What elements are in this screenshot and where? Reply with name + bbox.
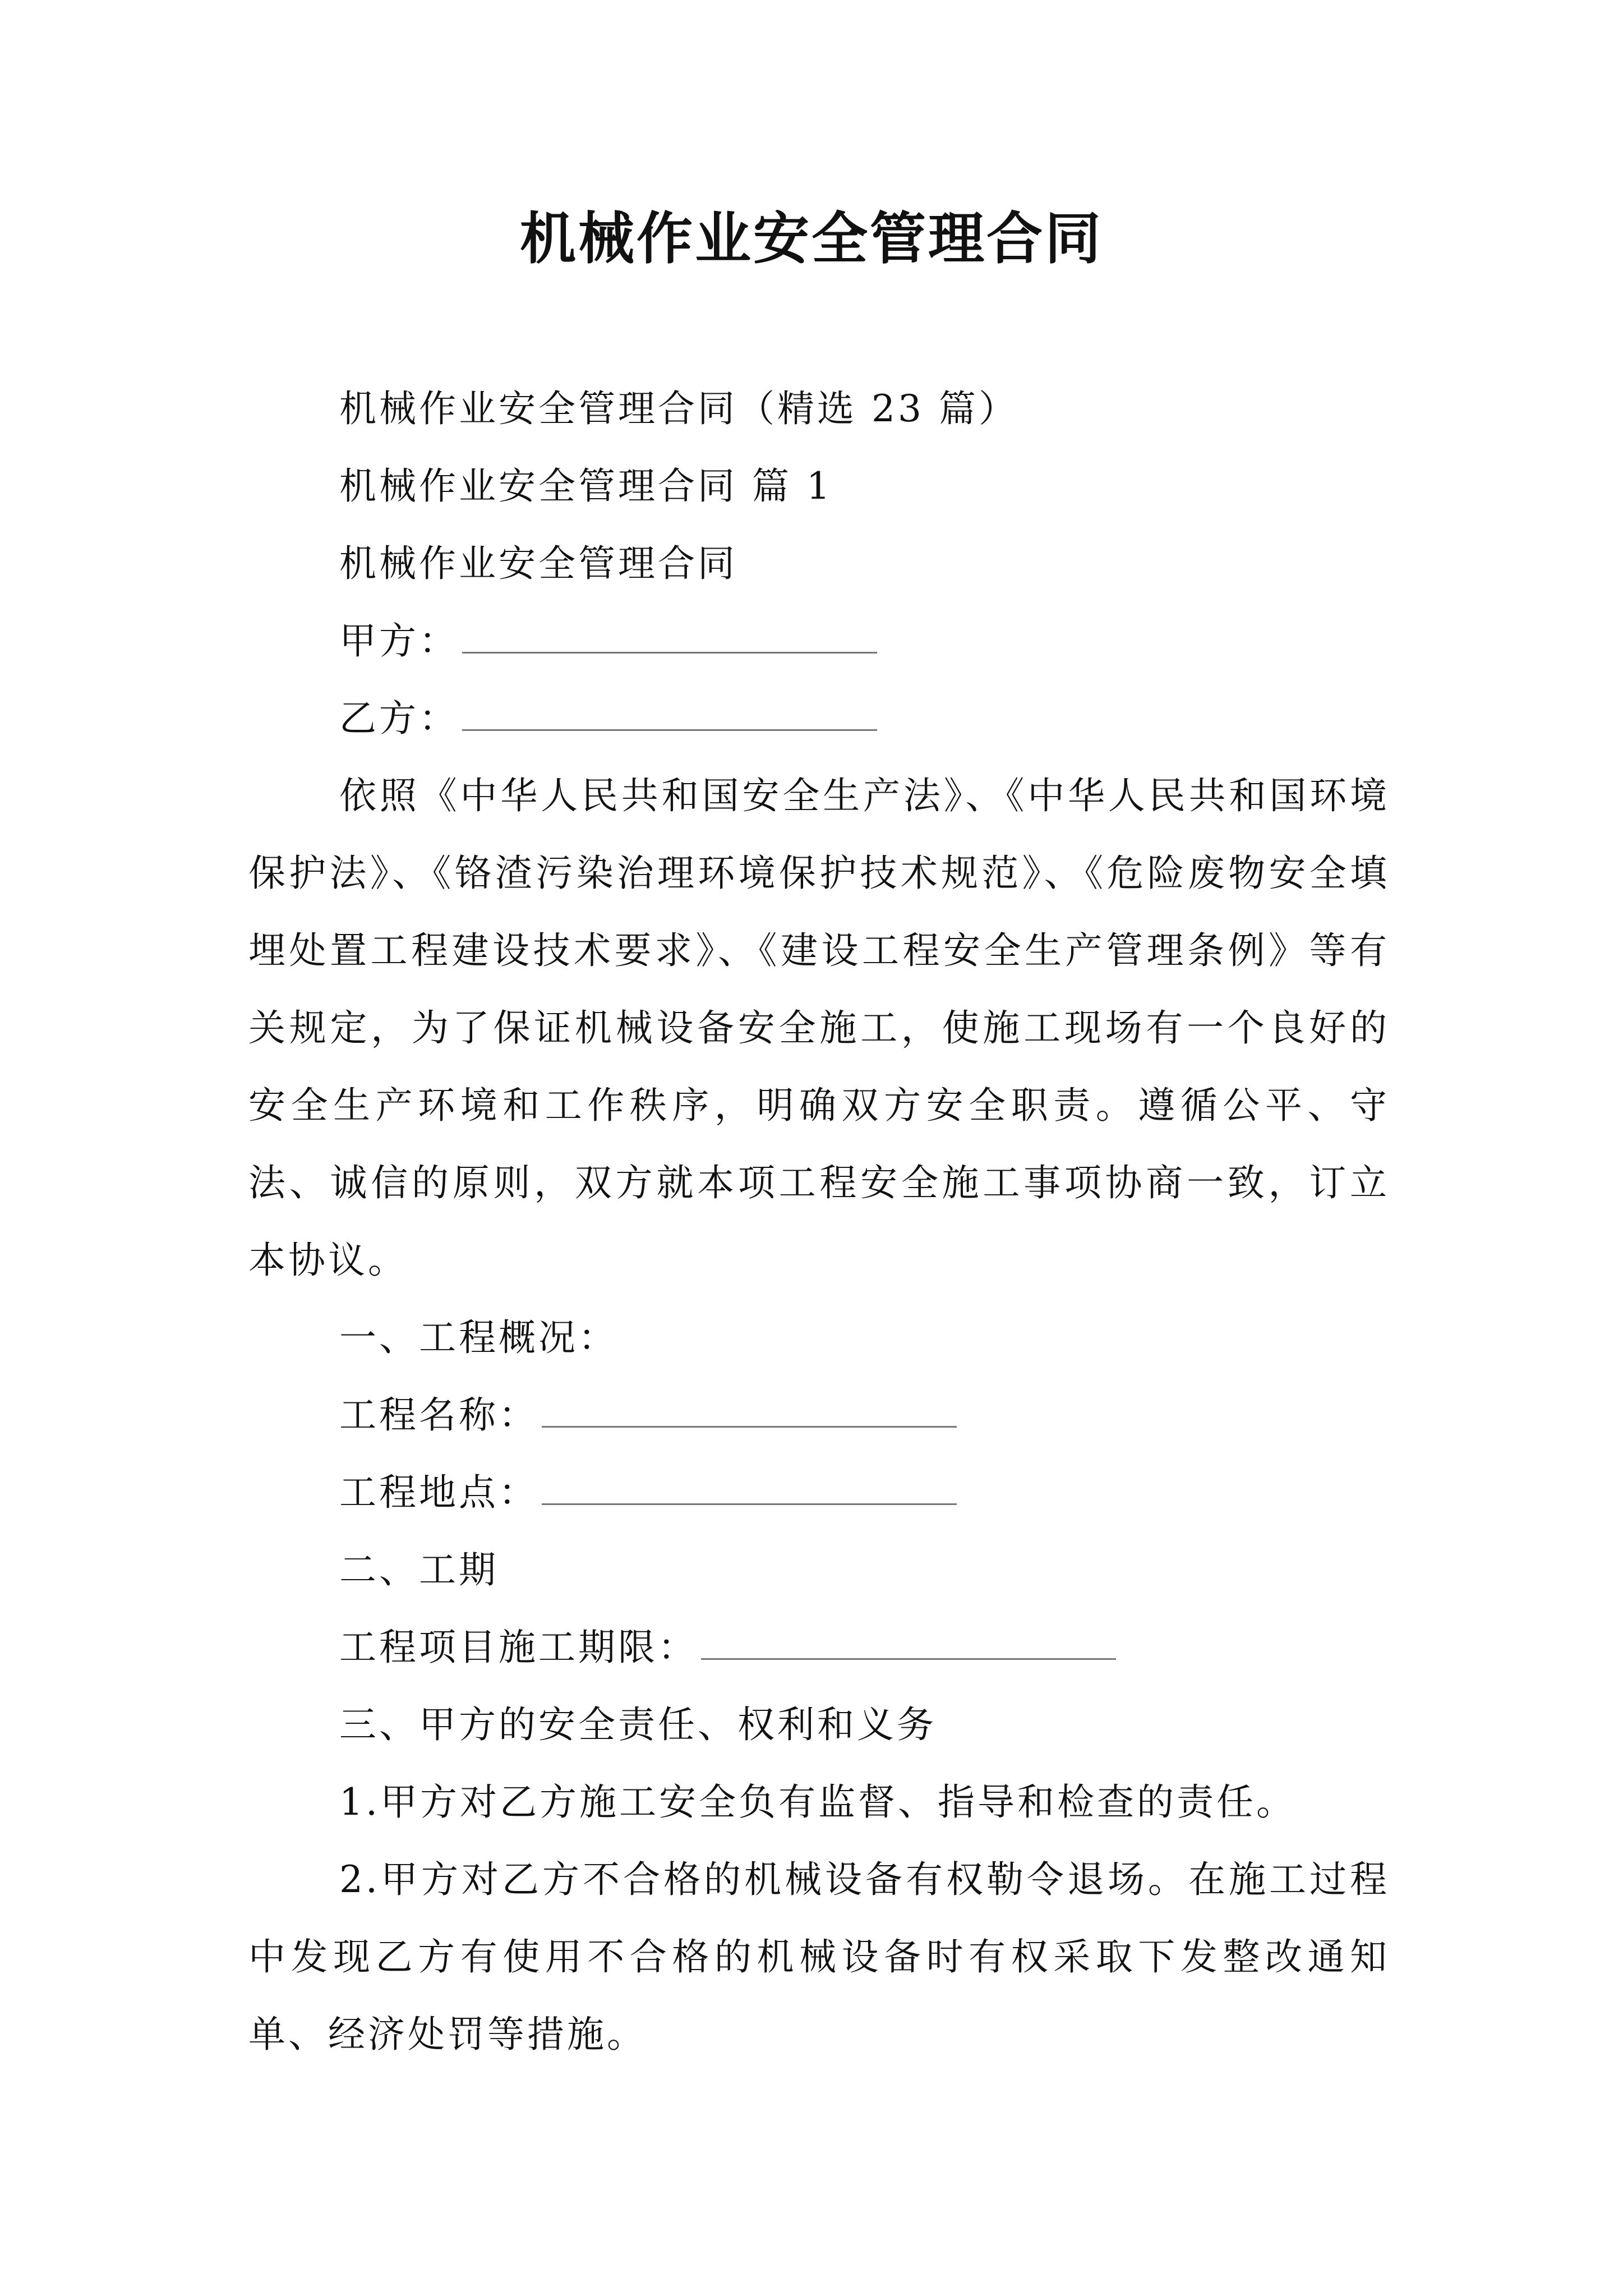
party-b-blank xyxy=(462,707,877,731)
contract-heading: 机械作业安全管理合同 xyxy=(339,542,737,585)
intro-paragraph: 依照《中华人民共和国安全生产法》、《中华人民共和国环境保护法》、《铬渣污染治理环境保护技术规范》、《危险废物安全填埋处置工程建设技术要求》、《建设工程安全生产管理条例》等有关规定，为了保证机械设备安全施工，使施工现场有一个良好的安全生产环境和工作秩序，明确双方安全职责。遵循公平、守法、诚信的原则，双方就本项工程安全施工事项协商一致，订立本协议。 xyxy=(248,774,1390,1282)
project-period-blank xyxy=(701,1636,1116,1660)
document-title: 机械作业安全管理合同 xyxy=(520,205,1103,272)
item-2-paragraph: 2.甲方对乙方不合格的机械设备有权勒令退场。在施工过程中发现乙方有使用不合格的机械设备时有权采取下发整改通知单、经济处罚等措施。 xyxy=(248,1858,1390,2056)
section-1-heading: 一、工程概况： xyxy=(339,1316,618,1359)
party-b-label: 乙方： xyxy=(339,697,459,740)
section-heading: 机械作业安全管理合同 篇 1 xyxy=(339,464,833,508)
project-period-label: 工程项目施工期限： xyxy=(339,1626,698,1669)
project-name-label: 工程名称： xyxy=(339,1393,538,1437)
party-a-line xyxy=(248,602,1390,680)
section-2-heading: 二、工期 xyxy=(339,1548,499,1591)
section-3-heading: 三、甲方的安全责任、权利和义务 xyxy=(339,1703,937,1746)
item-1-paragraph: 1.甲方对乙方施工安全负有监督、指导和检查的责任。 xyxy=(339,1780,1296,1824)
party-a-blank xyxy=(462,629,877,654)
party-b-line xyxy=(248,680,1390,757)
project-location-blank xyxy=(542,1481,957,1505)
party-a-label: 甲方： xyxy=(339,619,459,662)
project-location-label: 工程地点： xyxy=(339,1471,538,1514)
document-body xyxy=(248,370,1390,2073)
project-name-blank xyxy=(542,1404,957,1428)
project-period-line xyxy=(248,1609,1390,1686)
project-location-line xyxy=(248,1454,1390,1531)
project-name-line xyxy=(248,1377,1390,1454)
subtitle-line: 机械作业安全管理合同（精选 23 篇） xyxy=(339,387,1018,430)
